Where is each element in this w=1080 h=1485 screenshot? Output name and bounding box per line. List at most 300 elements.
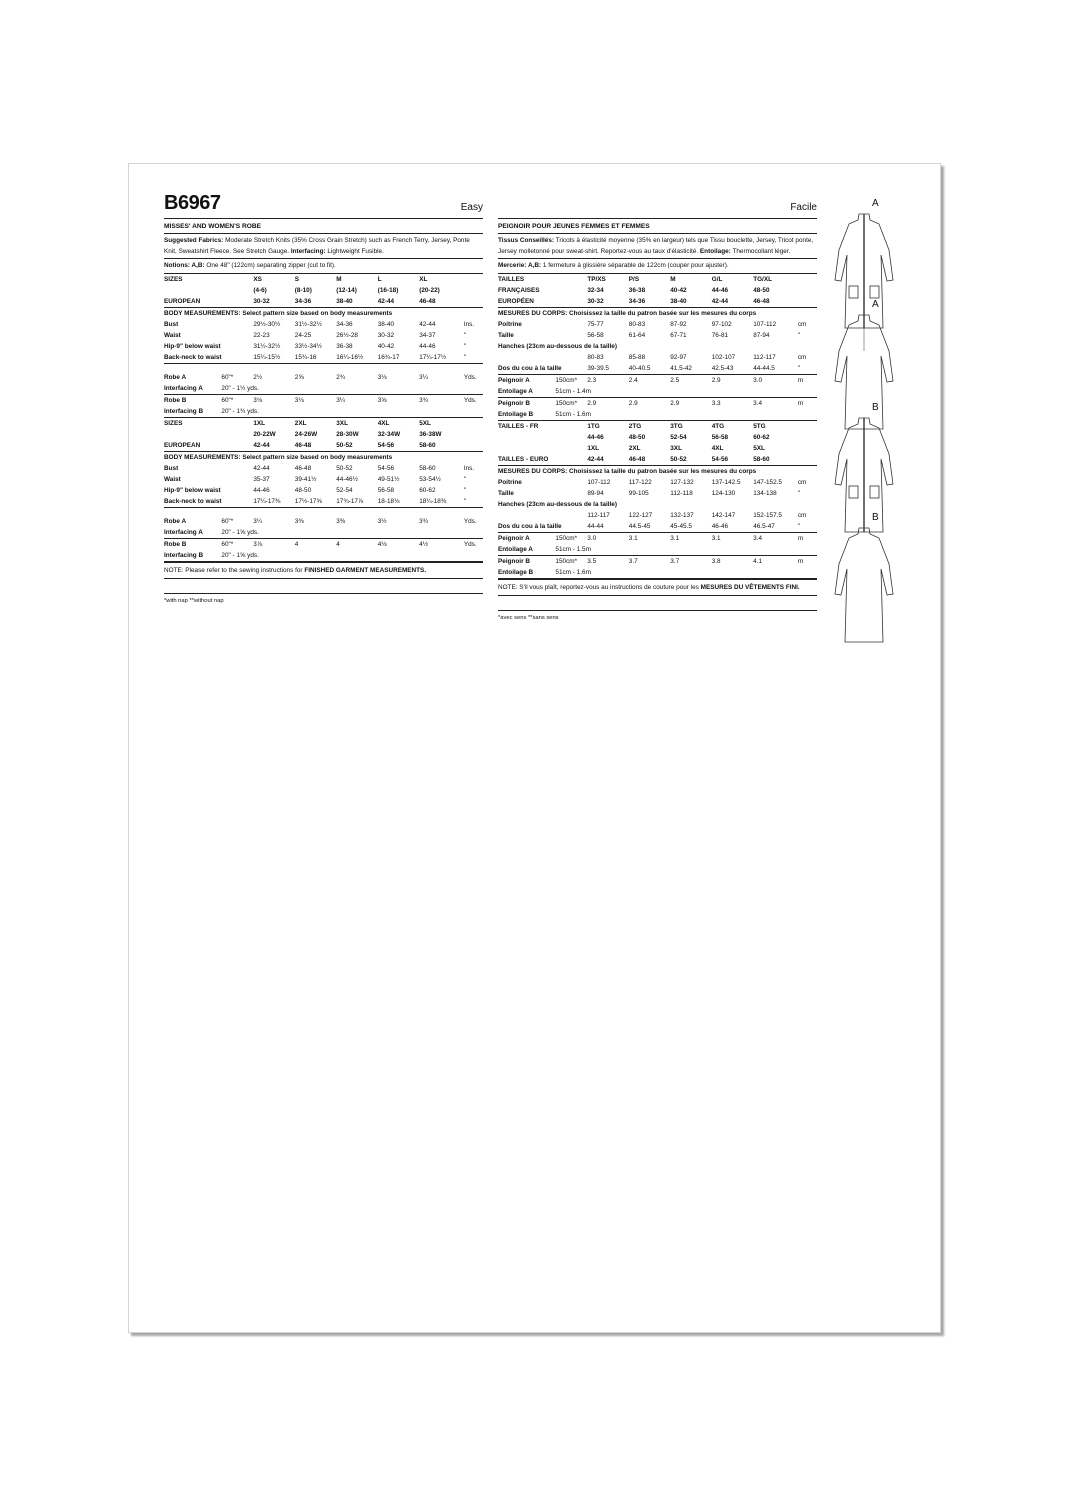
table-cell: XS [253, 275, 262, 283]
table-cell: 3¼ [419, 373, 429, 381]
table-cell: 51cm - 1.5m [555, 544, 587, 556]
table-cell [498, 443, 587, 454]
table-cell: 44-46 [419, 342, 436, 350]
table-cell: 87-92 [670, 320, 687, 328]
table-row [498, 319, 817, 330]
table-cell: 60-62 [419, 486, 436, 494]
table-cell [464, 383, 483, 395]
body-measurements-title: MESURES DU CORPS: Choisissez la taille du patron basée sur les mesures du corps [498, 309, 757, 317]
table-cell [798, 454, 817, 466]
table-cell: 61-64 [628, 331, 646, 339]
table-cell: 44.5-45 [629, 521, 670, 533]
table-cell: 2TG [628, 422, 642, 430]
table-cell: 39-41½ [294, 475, 317, 483]
table-cell: 46-46 [712, 521, 753, 533]
table-cell: 42.5-43 [712, 363, 753, 375]
table-cell: 150cm* [555, 534, 578, 542]
table-cell: Taille [498, 331, 514, 339]
table-cell: 42-44 [419, 320, 436, 328]
table-cell: 2.9 [711, 376, 721, 384]
table-cell: 46-48 [295, 440, 336, 452]
table-cell: Yds. [463, 517, 477, 525]
table-cell: 34-36 [336, 320, 353, 328]
table-cell: Poitrine [498, 478, 522, 486]
table-cell: 42-44 [253, 440, 294, 452]
table-cell: 17¼-17½ [419, 352, 464, 364]
table-cell: (16-18) [377, 286, 399, 294]
table-cell [798, 544, 817, 556]
english-column [164, 192, 483, 606]
table-cell: Entoilage B [498, 409, 555, 421]
table-cell: 52-54 [336, 486, 353, 494]
table-cell: Ins. [463, 464, 475, 472]
notions-text: 1 fermeture à glissière séparable de 122cm (couper pour ajuster). [541, 262, 729, 269]
table-cell: Robe A [164, 373, 187, 381]
table-cell: Hanches (23cm au-dessous de la taille) [498, 342, 617, 350]
table-cell: 137-142.5 [711, 478, 741, 486]
table-cell: 2.4 [628, 376, 638, 384]
table-cell: 58-60 [419, 440, 464, 452]
table-cell: Interfacing B [164, 550, 221, 562]
table-cell: 40-40.5 [629, 363, 670, 375]
header [164, 192, 483, 219]
table-row [164, 330, 483, 341]
table-cell: 75-77 [587, 320, 604, 328]
table-cell: 53-54½ [419, 475, 441, 483]
table-cell: 22-23 [253, 331, 270, 339]
table-cell [587, 386, 628, 398]
table-cell: 24-26W [294, 430, 318, 438]
table-cell: 34-37 [419, 331, 436, 339]
table-cell: 15¼-15½ [253, 352, 294, 364]
table-cell: 58-60 [753, 454, 798, 466]
table-row [164, 440, 483, 452]
finished-measurements-note [164, 562, 483, 579]
table-cell [753, 386, 798, 398]
table-cell: EUROPÉEN [498, 296, 587, 308]
table-cell: " [798, 363, 817, 375]
table-row [498, 341, 817, 352]
table-cell: 1XL [253, 419, 266, 427]
table-cell [670, 499, 711, 510]
table-cell: 51cm - 1.6m [555, 567, 587, 579]
robe-front-view-icon [829, 414, 899, 534]
fabrics-paragraph [498, 234, 817, 259]
table-cell: 31½-32½ [253, 342, 281, 350]
table-cell [670, 386, 711, 398]
table-row [164, 496, 483, 508]
table-cell: TG/XL [753, 275, 773, 283]
note-text: NOTE: Please refer to the sewing instructions for [164, 566, 305, 574]
table-cell: Robe B [164, 540, 187, 548]
table-cell [670, 544, 711, 556]
table-row [498, 521, 817, 533]
table-cell: 112-117 [753, 353, 776, 361]
table-cell: 127-132 [670, 478, 694, 486]
table-cell: 36-38W [419, 430, 442, 438]
table-cell: 20" - 1⅝ yds. [221, 550, 253, 562]
table-cell: " [464, 352, 483, 364]
table-cell: 3⅛ [377, 373, 387, 381]
table-cell: 49-51½ [377, 475, 400, 483]
table-cell [336, 406, 377, 418]
table-cell: (4-6) [253, 286, 267, 294]
table-cell [498, 510, 587, 521]
fabrics-label: Tissus Conseillés: [498, 237, 554, 244]
table-cell: 2⅝ [294, 373, 304, 381]
table-cell: Dos du cou à la taille [498, 521, 587, 533]
table-cell: 76-81 [711, 331, 729, 339]
table-row [164, 516, 483, 527]
view-label: A [872, 198, 879, 209]
table-cell: 3⅜ [294, 517, 304, 525]
table-cell: 4.1 [753, 557, 763, 565]
table-row [498, 432, 817, 443]
table-cell: m [797, 534, 804, 542]
table-cell: 3.1 [711, 534, 721, 542]
table-cell [712, 409, 753, 421]
table-cell: 3.5 [587, 557, 597, 565]
table-cell: 20" - 1¾ yds. [221, 406, 253, 418]
table-cell: 56-58 [711, 433, 729, 441]
table-cell: 51cm - 1.6m [555, 409, 587, 421]
table-cell: Entoilage A [498, 386, 555, 398]
table-cell: Waist [164, 475, 181, 483]
fabrics-text: Tricots à élasticité moyenne (35% en largeur) tels que Tissu bouclette, Jersey, Tricot ponte, Jersey molletonné pour sweat-shirt. Reportez-vous au taux d'élasticité. [498, 237, 814, 255]
body-measurements-misses [498, 319, 817, 375]
table-cell: 20" - 1⅝ yds. [221, 527, 253, 539]
table-cell [419, 527, 464, 539]
table-cell: 3.3 [711, 399, 721, 407]
table-cell [253, 550, 294, 562]
table-cell [712, 544, 753, 556]
table-cell: 51cm - 1.4m [555, 386, 587, 398]
table-row [164, 274, 483, 285]
table-cell [629, 567, 670, 579]
table-cell: 3.1 [670, 534, 680, 542]
table-cell: Taille [498, 489, 514, 497]
table-cell: 4XL [377, 419, 390, 427]
table-cell: 45-45.5 [670, 521, 711, 533]
table-cell: 28-30W [336, 430, 359, 438]
table-cell: 44-46½ [336, 475, 358, 483]
table-cell: 54-56 [712, 454, 753, 466]
table-cell: TP/XS [587, 275, 606, 283]
table-cell: 122-127 [628, 511, 653, 519]
table-cell: 3⅞ [253, 540, 263, 548]
table-cell [253, 383, 294, 395]
table-cell [253, 406, 294, 418]
table-cell: 2¾ [336, 373, 346, 381]
table-cell [464, 429, 483, 440]
table-cell: 3¾ [419, 517, 429, 525]
table-row [498, 510, 817, 521]
table-cell: 46.5-47 [753, 521, 798, 533]
table-row [164, 474, 483, 485]
header [498, 196, 817, 219]
table-cell: 36-38 [336, 342, 353, 350]
table-cell: 107-112 [753, 320, 777, 328]
table-cell: " [463, 475, 467, 483]
table-cell: 29½-30½ [253, 320, 281, 328]
table-cell: 124-130 [711, 489, 736, 497]
table-cell [378, 550, 419, 562]
table-cell: 46-48 [294, 464, 312, 472]
table-cell: 3.1 [628, 534, 638, 542]
table-cell [670, 341, 711, 352]
table-cell: 117-122 [628, 478, 652, 486]
table-cell: Interfacing A [164, 383, 221, 395]
table-cell: Robe A [164, 517, 187, 525]
table-cell: 40-42 [377, 342, 395, 350]
table-cell [712, 567, 753, 579]
yardage-table-misses [164, 372, 483, 418]
note-bold: MESURES DU VÊTEMENTS FINI. [700, 583, 800, 591]
table-cell: 60"* [221, 540, 234, 548]
table-cell: FRANÇAISES [498, 286, 540, 294]
table-cell: 44-44.5 [753, 363, 798, 375]
table-cell: EUROPEAN [164, 440, 253, 452]
table-cell: 3XL [670, 444, 682, 452]
table-cell [798, 443, 817, 454]
table-cell: Peignoir A [498, 376, 530, 384]
table-cell: 147-152.5 [753, 478, 782, 486]
table-cell [378, 527, 419, 539]
table-row [498, 499, 817, 510]
table-cell [419, 406, 464, 418]
table-row [164, 406, 483, 418]
table-cell: G/L [711, 275, 723, 283]
table-cell: (20-22) [419, 286, 440, 294]
table-row [164, 538, 483, 550]
table-cell: 80-83 [587, 353, 604, 361]
table-cell: 26½-28 [336, 331, 358, 339]
table-cell: Hip-9" below waist [164, 486, 221, 494]
table-cell: 46-48 [753, 296, 798, 308]
table-cell: 39-39.5 [587, 363, 628, 375]
robe-back-view-icon [829, 524, 899, 644]
table-cell [464, 274, 483, 285]
table-cell [798, 274, 817, 285]
table-cell: 48-50 [628, 433, 646, 441]
table-cell [753, 409, 798, 421]
table-cell: 3⅝ [377, 396, 387, 404]
table-cell: Poitrine [498, 320, 522, 328]
table-cell: 24-25 [294, 331, 312, 339]
table-row [498, 409, 817, 421]
interfacing-label: Interfacing: [290, 247, 326, 255]
table-cell: TAILLES - FR [498, 422, 539, 430]
table-row [164, 418, 483, 429]
table-cell [712, 386, 753, 398]
table-row [498, 363, 817, 375]
yardage-table-misses [498, 375, 817, 421]
body-measurements-title: BODY MEASUREMENTS: Select pattern size based on body measurements [164, 453, 393, 461]
size-table-misses [498, 274, 817, 308]
table-cell: 42-44 [253, 464, 270, 472]
table-row [498, 477, 817, 488]
table-cell: 38-40 [377, 320, 395, 328]
table-cell: 34-36 [295, 296, 336, 308]
table-cell: 3⅛ [253, 396, 263, 404]
finished-measurements-note [498, 579, 817, 596]
table-cell: 3.0 [753, 376, 763, 384]
table-cell: Back-neck to waist [164, 352, 253, 364]
table-cell [753, 544, 798, 556]
table-cell [464, 418, 483, 429]
table-cell: 30-32 [253, 296, 294, 308]
table-cell: 38-40 [336, 296, 377, 308]
table-cell [295, 383, 336, 395]
table-cell: 44-46 [587, 433, 604, 441]
notions-paragraph [164, 259, 483, 274]
table-row [498, 285, 817, 296]
table-cell [336, 527, 377, 539]
table-cell: 20-22W [253, 430, 276, 438]
table-row [498, 386, 817, 398]
table-cell: (12-14) [336, 286, 357, 294]
table-cell: EUROPEAN [164, 296, 253, 308]
table-cell: 16¼-16½ [336, 352, 377, 364]
table-row [164, 341, 483, 352]
table-cell: Hip-9" below waist [164, 342, 221, 350]
table-cell [798, 386, 817, 398]
table-cell: 30-32 [587, 296, 628, 308]
table-cell: m [797, 557, 804, 565]
body-measurements-title: MESURES DU CORPS: Choisissez la taille du patron basée sur les mesures du corps [498, 467, 757, 475]
table-cell [295, 527, 336, 539]
table-row [498, 567, 817, 579]
table-row [498, 330, 817, 341]
table-row [498, 443, 817, 454]
table-cell [670, 567, 711, 579]
fabrics-text: Moderate Stretch Knits (35% Cross Grain Stretch) such as French Terry, Jersey, Ponte Knit, Sweatshirt Fleece. See Stretch Gauge. [164, 237, 470, 255]
table-cell: 132-137 [670, 511, 694, 519]
table-cell: M [336, 275, 342, 283]
table-cell: " [463, 486, 467, 494]
table-cell: 32-34W [377, 430, 401, 438]
pattern-envelope-back [128, 163, 941, 1333]
table-cell: 2.9 [670, 399, 680, 407]
table-cell [378, 383, 419, 395]
table-cell: cm [797, 511, 807, 519]
table-cell: Hanches (23cm au-dessous de la taille) [498, 500, 617, 508]
table-cell: (8-10) [294, 286, 312, 294]
table-cell [629, 409, 670, 421]
table-cell: 3¼ [336, 396, 346, 404]
body-measurements-women [164, 463, 483, 508]
table-cell [419, 383, 464, 395]
table-cell: 17¼-17⅜ [253, 496, 294, 508]
table-cell: cm [797, 320, 807, 328]
table-cell: Yds. [463, 396, 477, 404]
body-measurements-misses [164, 319, 483, 364]
french-column [498, 196, 817, 623]
table-cell [753, 567, 798, 579]
table-row [164, 319, 483, 330]
table-cell: 38-40 [670, 296, 711, 308]
table-cell: 46-48 [419, 296, 464, 308]
table-cell [295, 406, 336, 418]
table-cell: Peignoir B [498, 557, 530, 565]
size-table-misses [164, 274, 483, 308]
notions-label: Notions: A,B: [164, 262, 205, 269]
table-cell: 4½ [419, 540, 429, 548]
table-cell: 50-52 [336, 440, 377, 452]
interfacing-text: Thermocollant léger. [730, 247, 791, 255]
table-cell: 44-46 [711, 286, 729, 294]
table-cell: Bust [164, 464, 179, 472]
table-cell: 42-44 [712, 296, 753, 308]
table-cell: " [798, 521, 817, 533]
table-cell [464, 440, 483, 452]
table-cell: 92-97 [670, 353, 687, 361]
table-cell: 50-52 [336, 464, 353, 472]
table-cell: 112-117 [587, 511, 610, 519]
table-row [498, 274, 817, 285]
table-cell: 67-71 [670, 331, 687, 339]
table-cell: 46-48 [629, 454, 670, 466]
table-cell [295, 550, 336, 562]
table-cell: 5XL [419, 419, 431, 427]
interfacing-label: Entoilage: [699, 247, 731, 255]
table-cell: 48-50 [753, 286, 770, 294]
table-cell: 44-44 [587, 521, 628, 533]
table-cell [798, 567, 817, 579]
table-cell [798, 341, 817, 352]
table-cell: " [463, 331, 467, 339]
table-cell: 15¾-16 [295, 352, 336, 364]
table-cell: 3¼ [253, 517, 263, 525]
size-table-women [498, 421, 817, 466]
interfacing-text: Lightweight Fusible. [325, 247, 384, 255]
table-cell: 56-58 [587, 331, 604, 339]
table-cell: 99-105 [628, 489, 649, 497]
table-cell [712, 341, 753, 352]
table-cell: 35-37 [253, 475, 270, 483]
yardage-table-women [164, 516, 483, 562]
table-row [164, 383, 483, 395]
table-row [498, 375, 817, 386]
view-label: A [872, 299, 879, 310]
table-cell: 4 [336, 540, 340, 548]
table-row [498, 296, 817, 308]
table-cell: 58-60 [419, 464, 436, 472]
table-cell: 31½-32½ [294, 320, 322, 328]
table-cell: 36-38 [628, 286, 646, 294]
table-cell [753, 499, 798, 510]
table-cell: 18¼-18⅜ [419, 496, 464, 508]
table-row [498, 533, 817, 544]
table-cell: 3.7 [670, 557, 680, 565]
table-cell: cm [797, 478, 807, 486]
table-cell [798, 432, 817, 443]
table-row [498, 397, 817, 409]
table-cell: 18-18⅛ [378, 496, 419, 508]
table-cell: 42-44 [378, 296, 419, 308]
table-cell [253, 527, 294, 539]
table-cell: 150cm* [555, 399, 578, 407]
table-cell: Yds. [463, 540, 477, 548]
table-row [164, 352, 483, 364]
table-cell: 40-42 [670, 286, 687, 294]
table-cell: 33½-34½ [294, 342, 322, 350]
body-measurements-title: BODY MEASUREMENTS: Select pattern size based on body measurements [164, 309, 393, 317]
robe-back-view-icon [829, 311, 899, 431]
table-cell: 3.0 [587, 534, 597, 542]
difficulty-level: Facile [790, 202, 817, 213]
table-cell [629, 499, 670, 510]
